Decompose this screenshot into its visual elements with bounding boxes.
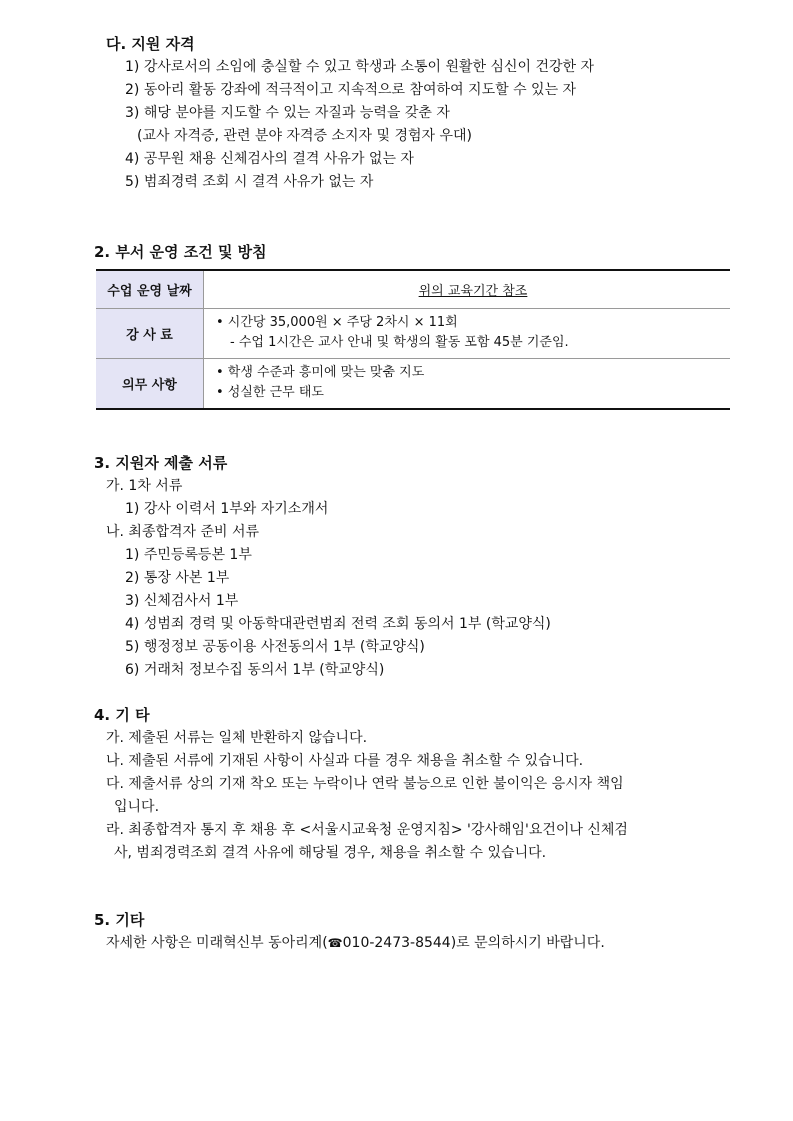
documents-item: 3) 신체검사서 1부 — [125, 593, 239, 609]
notice-line: 라. 최종합격자 통지 후 채용 후 <서울시교육청 운영지침> '강사해임'요건이나 신체검 — [106, 822, 628, 838]
section2-heading: 2. 부서 운영 조건 및 방침 — [94, 243, 267, 261]
qualification-item: 3) 해당 분야를 지도할 수 있는 자질과 능력을 갖춘 자 — [125, 105, 450, 121]
qualification-item: 1) 강사로서의 소임에 충실할 수 있고 학생과 소통이 원활한 심신이 건강한 자 — [125, 59, 595, 75]
section4-heading: 4. 기 타 — [94, 706, 150, 724]
qualifications-heading: 다. 지원 자격 — [106, 35, 195, 53]
operation-conditions-table — [96, 269, 730, 410]
table-row — [96, 308, 730, 358]
table-row — [96, 358, 730, 409]
table-label-duties: 의무 사항 — [96, 358, 204, 409]
notice-line: 다. 제출서류 상의 기재 착오 또는 누락이나 연락 불능으로 인한 불이익은 응시자 책임 — [106, 776, 624, 792]
fee-note-line: - 수업 1시간은 교사 안내 및 학생의 활동 포함 45분 기준임. — [230, 335, 569, 350]
education-period-ref: 위의 교육기간 참조 — [418, 283, 528, 299]
section3-heading: 3. 지원자 제출 서류 — [94, 454, 228, 472]
contact-line — [106, 933, 605, 953]
table-value-date — [204, 270, 731, 308]
table-value-fee — [204, 308, 731, 358]
table-row — [96, 270, 730, 308]
documents-item: 4) 성범죄 경력 및 아동학대관련범죄 전력 조회 동의서 1부 (학교양식) — [125, 616, 551, 632]
table-label-date: 수업 운영 날짜 — [96, 270, 204, 308]
notice-line-cont: 입니다. — [114, 799, 160, 815]
qualification-note: (교사 자격증, 관련 분야 자격증 소지자 및 경험자 우대) — [137, 128, 472, 144]
fee-rate-line: • 시간당 35,000원 × 주당 2차시 × 11회 — [216, 315, 458, 330]
table-label-fee: 강 사 료 — [96, 308, 204, 358]
contact-phone: 010-2473-8544 — [342, 935, 451, 951]
duty-line: • 학생 수준과 흥미에 맞는 맞춤 지도 — [216, 365, 425, 381]
documents-sub-b: 나. 최종합격자 준비 서류 — [106, 524, 260, 540]
notice-line: 나. 제출된 서류에 기재된 사항이 사실과 다를 경우 채용을 취소할 수 있습니다. — [106, 753, 584, 769]
notice-line-cont: 사, 범죄경력조회 결격 사유에 해당될 경우, 채용을 취소할 수 있습니다. — [114, 845, 547, 861]
documents-item: 1) 강사 이력서 1부와 자기소개서 — [125, 501, 329, 517]
documents-item: 2) 통장 사본 1부 — [125, 570, 230, 586]
qualification-item: 4) 공무원 채용 신체검사의 결격 사유가 없는 자 — [125, 151, 414, 167]
duty-line: • 성실한 근무 태도 — [216, 385, 324, 401]
documents-item: 5) 행정정보 공동이용 사전동의서 1부 (학교양식) — [125, 639, 425, 655]
contact-text-after: )로 문의하시기 바랍니다. — [450, 935, 605, 951]
qualification-item: 5) 범죄경력 조회 시 결격 사유가 없는 자 — [125, 174, 374, 190]
section5-heading: 5. 기타 — [94, 911, 145, 929]
table-value-duties — [204, 358, 731, 409]
documents-sub-a: 가. 1차 서류 — [106, 478, 183, 494]
notice-line: 가. 제출된 서류는 일체 반환하지 않습니다. — [106, 730, 368, 746]
qualification-item: 2) 동아리 활동 강좌에 적극적이고 지속적으로 참여하여 지도할 수 있는 자 — [125, 82, 577, 98]
documents-item: 6) 거래처 정보수집 동의서 1부 (학교양식) — [125, 662, 385, 678]
phone-icon: ☎ — [327, 936, 343, 950]
documents-item: 1) 주민등록등본 1부 — [125, 547, 252, 563]
contact-text-before: 자세한 사항은 미래혁신부 동아리계( — [106, 935, 328, 951]
